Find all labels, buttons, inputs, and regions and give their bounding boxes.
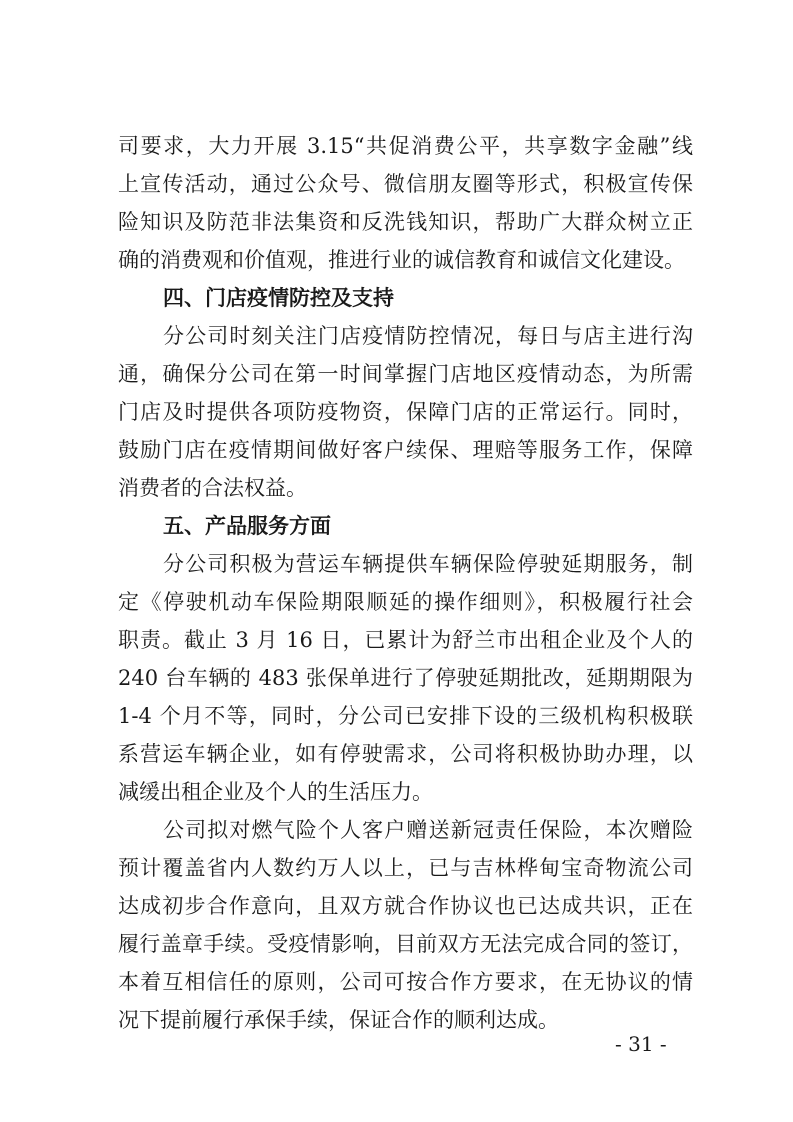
text-line: 上宣传活动，通过公众号、微信朋友圈等形式，积极宣传保 <box>118 172 693 196</box>
text-line: 1-4 个月不等，同时，分公司已安排下设的三级机构积极联 <box>118 704 693 728</box>
text-line: 预计覆盖省内人数约万人以上，已与吉林桦甸宝奇物流公司 <box>118 856 693 880</box>
page-number: - 31 - <box>615 1032 667 1056</box>
text-line: 本着互相信任的原则，公司可按合作方要求，在无协议的情 <box>118 970 693 994</box>
text-line: 确的消费观和价值观，推进行业的诚信教育和诚信文化建设。 <box>118 248 685 272</box>
section-heading-4: 四、门店疫情防控及支持 <box>163 286 394 310</box>
text-line: 定《停驶机动车保险期限顺延的操作细则》，积极履行社会 <box>118 590 693 614</box>
text-line: 门店及时提供各项防疫物资，保障门店的正常运行。同时， <box>118 400 693 424</box>
text-line: 消费者的合法权益。 <box>118 476 307 500</box>
text-line: 履行盖章手续。受疫情影响，目前双方无法完成合同的签订， <box>118 932 693 956</box>
text-line: 况下提前履行承保手续，保证合作的顺利达成。 <box>118 1008 559 1032</box>
text-line: 险知识及防范非法集资和反洗钱知识，帮助广大群众树立正 <box>118 210 693 234</box>
text-line: 通，确保分公司在第一时间掌握门店地区疫情动态，为所需 <box>118 362 693 386</box>
text-line: 达成初步合作意向，且双方就合作协议也已达成共识，正在 <box>118 894 693 918</box>
text-line: 系营运车辆企业，如有停驶需求，公司将积极协助办理，以 <box>118 742 693 766</box>
text-line: 减缓出租企业及个人的生活压力。 <box>118 780 433 804</box>
text-line: 公司拟对燃气险个人客户赠送新冠责任保险，本次赠险 <box>163 818 693 842</box>
text-line: 分公司时刻关注门店疫情防控情况，每日与店主进行沟 <box>163 324 693 348</box>
text-line: 鼓励门店在疫情期间做好客户续保、理赔等服务工作，保障 <box>118 438 693 462</box>
text-line: 240 台车辆的 483 张保单进行了停驶延期批改，延期期限为 <box>118 666 693 690</box>
section-heading-5: 五、产品服务方面 <box>163 514 331 538</box>
text-line: 分公司积极为营运车辆提供车辆保险停驶延期服务，制 <box>163 552 693 576</box>
text-line: 职责。截止 3 月 16 日，已累计为舒兰市出租企业及个人的 <box>118 628 693 652</box>
text-line: 司要求，大力开展 3.15“共促消费公平，共享数字金融”线 <box>118 134 693 158</box>
